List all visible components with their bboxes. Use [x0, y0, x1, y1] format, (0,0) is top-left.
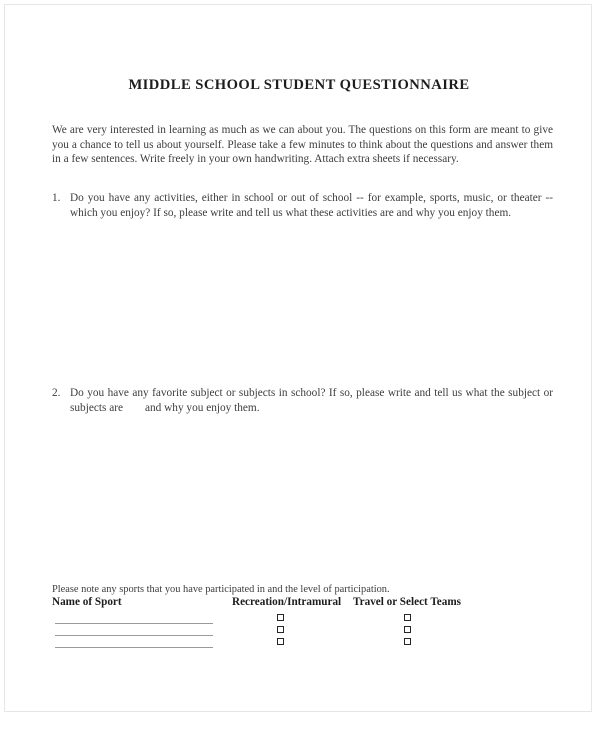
question-2-text — [70, 386, 553, 415]
question-1-text: Do you have any activities, either in school or out of school -- for example, sports, music, or theater -- which you enjoy? If so, please write and tell us what these activities are and why you enjoy them. — [70, 192, 553, 219]
question-2-number: 2. — [52, 387, 61, 399]
sports-section-note: Please note any sports that you have participated in and the level of participation. — [52, 584, 390, 595]
column-header-travel-or-select-teams: Travel or Select Teams — [353, 596, 462, 608]
column-header-recreation-intramural: Recreation/Intramural — [232, 596, 342, 608]
sport-name-input-1[interactable] — [55, 623, 213, 624]
sports-participation-table — [52, 596, 553, 656]
question-2 — [52, 386, 553, 415]
question-2-text-before-gap: Do you have any favorite subject or subjects in school? If so, please write and tell us what the subject or subjects are — [70, 387, 553, 414]
question-2-answer-area[interactable] — [52, 415, 553, 577]
question-1-number: 1. — [52, 192, 61, 204]
sport-name-input-3[interactable] — [55, 647, 213, 648]
recreation-checkbox-row-3[interactable] — [277, 638, 284, 645]
sport-name-input-2[interactable] — [55, 635, 213, 636]
column-header-name-of-sport: Name of Sport — [52, 596, 122, 608]
travel-checkbox-row-2[interactable] — [404, 626, 411, 633]
question-1 — [52, 191, 553, 220]
travel-checkbox-row-1[interactable] — [404, 614, 411, 621]
intro-paragraph: We are very interested in learning as much as we can about you. The questions on this form are meant to give you a chance to tell us about yourself. Please take a few minutes to think about the questions and answer them in a few sentences. Write freely in your own handwriting. Attach extra sheets if necessary. — [52, 124, 553, 166]
page-title: MIDDLE SCHOOL STUDENT QUESTIONNAIRE — [128, 77, 470, 93]
document-page — [4, 4, 592, 712]
recreation-checkbox-row-2[interactable] — [277, 626, 284, 633]
question-2-text-after-gap: and why you enjoy them. — [145, 401, 260, 414]
recreation-checkbox-row-1[interactable] — [277, 614, 284, 621]
travel-checkbox-row-3[interactable] — [404, 638, 411, 645]
question-1-answer-area[interactable] — [52, 219, 553, 381]
